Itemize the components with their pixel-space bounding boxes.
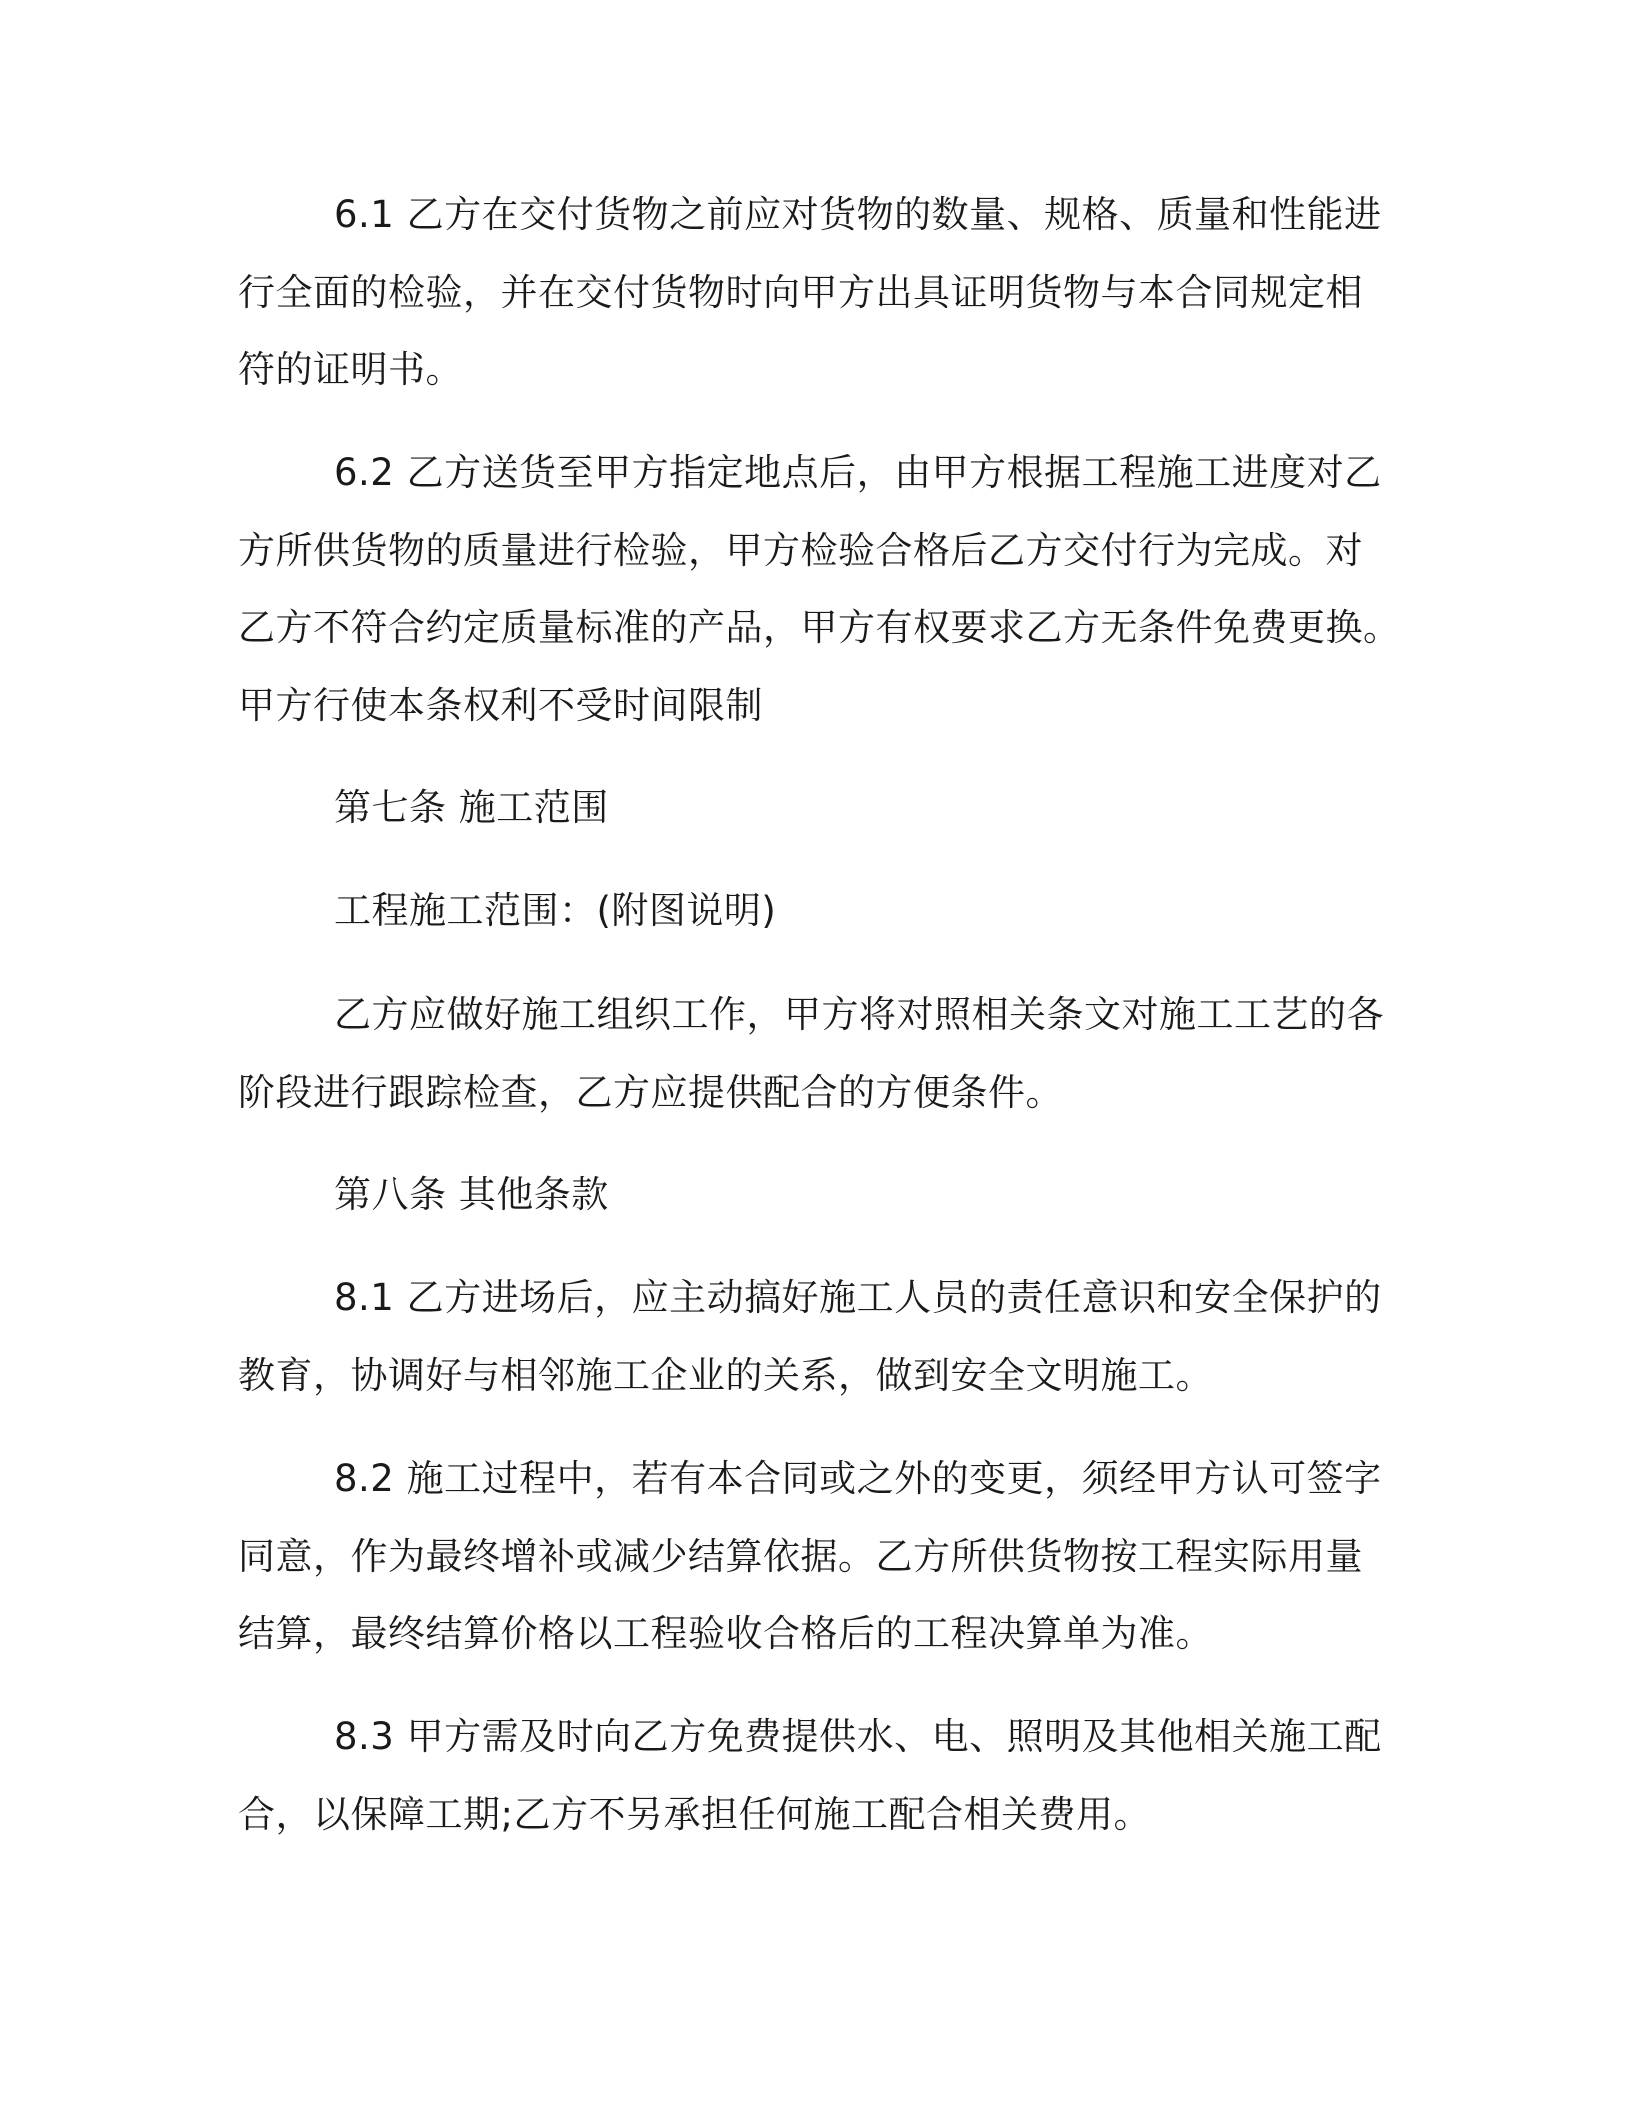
clause-6-2-line-1: 6.2 乙方送货至甲方指定地点后，由甲方根据工程施工进度对乙 [334, 451, 1382, 494]
clause-8-1-line-1: 8.1 乙方进场后，应主动搞好施工人员的责任意识和安全保护的 [334, 1276, 1382, 1319]
clause-6-2-line-3: 乙方不符合约定质量标准的产品，甲方有权要求乙方无条件免费更换。 [238, 606, 1401, 649]
article-7-title: 第七条 施工范围 [334, 786, 609, 829]
article-7-body [238, 976, 1384, 1131]
clause-6-1-line-3: 符的证明书。 [238, 348, 463, 391]
article-7-scope: 工程施工范围：(附图说明) [334, 889, 777, 932]
clause-8-3-line-2: 合，以保障工期;乙方不另承担任何施工配合相关费用。 [238, 1792, 1151, 1836]
clause-6-2-line-4: 甲方行使本条权利不受时间限制 [238, 683, 763, 727]
clause-6-1 [238, 176, 1382, 409]
clause-6-1-line-1: 6.1 乙方在交付货物之前应对货物的数量、规格、质量和性能进 [334, 193, 1382, 236]
article-7-body-line-1: 乙方应做好施工组织工作，甲方将对照相关条文对施工工艺的各 [334, 993, 1384, 1036]
clause-6-2-line-2: 方所供货物的质量进行检验，甲方检验合格后乙方交付行为完成。对 [238, 528, 1363, 572]
clause-6-1-line-2: 行全面的检验，并在交付货物时向甲方出具证明货物与本合同规定相 [238, 270, 1363, 314]
clause-8-1 [238, 1259, 1382, 1414]
clause-8-2 [238, 1440, 1382, 1673]
clause-6-2 [238, 434, 1401, 744]
clause-8-2-line-3: 结算，最终结算价格以工程验收合格后的工程决算单为准。 [238, 1612, 1213, 1655]
clause-8-2-line-2: 同意，作为最终增补或减少结算依据。乙方所供货物按工程实际用量 [238, 1534, 1363, 1578]
article-7-body-line-2: 阶段进行跟踪检查，乙方应提供配合的方便条件。 [238, 1070, 1063, 1114]
article-8-heading [238, 1156, 1378, 1234]
clause-8-1-line-2: 教育，协调好与相邻施工企业的关系，做到安全文明施工。 [238, 1353, 1213, 1397]
clause-8-3 [238, 1698, 1382, 1853]
clause-8-3-line-1: 8.3 甲方需及时向乙方免费提供水、电、照明及其他相关施工配 [334, 1715, 1382, 1758]
article-8-title: 第八条 其他条款 [334, 1173, 609, 1216]
article-7-scope-paragraph [238, 872, 1378, 950]
article-7-heading [238, 769, 1378, 847]
clause-8-2-line-1: 8.2 施工过程中，若有本合同或之外的变更，须经甲方认可签字 [334, 1457, 1382, 1500]
